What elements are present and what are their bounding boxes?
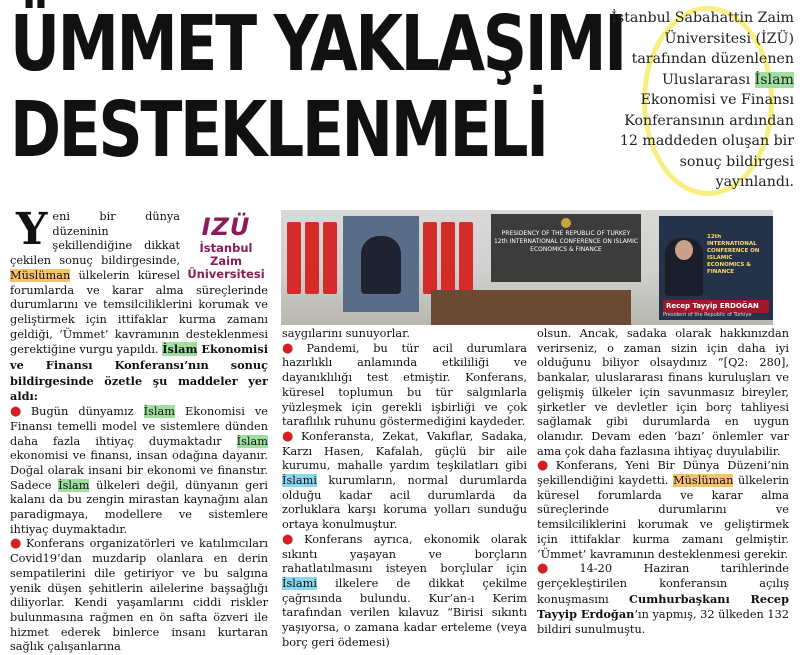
b6-text-b: ülkelerin küresel forumlarda ve karar alma süreçlerinde durumlarını ve temsilciliklerini korumak ve geliştirmek için ittifaklar kurma zamanı gelmiştir. ‘Ümmet’ kavramının desteklenmesi gerekir.	[537, 474, 789, 561]
university-logo	[184, 212, 268, 281]
b4-highlight: İslami	[282, 474, 317, 488]
banner-line-1: PRESIDENCY OF THE REPUBLIC OF TURKEY	[501, 230, 631, 237]
flag-icon	[441, 222, 455, 294]
bullet-icon: ●	[282, 428, 298, 444]
flag-icon	[287, 222, 301, 294]
photo-stage	[431, 290, 631, 325]
face-shape	[675, 240, 693, 260]
b1-highlight-2: İslam	[236, 434, 268, 448]
b3-text: Pandemi, bu tür acil durumlara hazırlıklı anlamında etkililiği ve dayanıklılığı test etmiştir. Konferans, küresel toplumun bu tür salgınlarla yüzleşmek için gerekli işbirliği ve çok taraflılık ruhunu göstermediğini kaydeder.	[282, 341, 528, 429]
b7-bold-name: Cumhurbaşkanı Recep Tayyip Erdoğan	[537, 591, 789, 622]
right-screen-subtitle: President of the Republic of Türkiye	[663, 312, 752, 318]
column-2	[282, 327, 527, 650]
intro-text-2: Ekonomisi ve Finansı Konferansının ardından 12 maddeden oluşan bir sonuç bildirgesi yayınlandı.	[619, 92, 794, 190]
flag-icon	[305, 222, 319, 294]
bullet-paragraph-2	[10, 537, 268, 655]
bullet-icon: ●	[537, 561, 577, 577]
lead-text-2: ülkelerin küresel forumlarda ve karar alma süreçlerinde durumlarını ve temsilciliklerini korumak ve geliştirmek için ittifaklar kurma zamanı geldiği, ‘Ümmet’ kavramının desteklenmesi gerektiğine vurgu yapıldı.	[10, 268, 268, 357]
b1-text-b: Ekonomisi ve Finansı temelli model ve sistemlere dünden daha fazla ihtiyaç duymaktadır	[10, 405, 268, 448]
b1-text-c: ekonomisi ve finansı, insan odağına dayanır. Doğal olarak insani bir ekonomi ve finanstır. Sadece	[10, 449, 268, 492]
bullet-paragraph-7	[537, 562, 789, 638]
person-silhouette	[361, 236, 401, 294]
photo-center-screen	[491, 214, 641, 282]
b7-text-a: 14-20 Haziran tarihlerinde gerçekleştirilen konferansın açılış konuşmasını	[537, 562, 789, 606]
bullet-paragraph-4	[282, 430, 527, 533]
logo-text-1: İstanbul Zaim	[199, 241, 253, 268]
b4-text-b: kurumların, normal durumlarda olduğu kadar acil durumlarda da zorluklara karşı koruma yolları sunduğu ortaya konulmuştur.	[282, 474, 527, 532]
bullet-paragraph-5	[282, 533, 527, 651]
col2-continuation: saygılarını sunuyorlar.	[282, 327, 410, 340]
headline-line-2: DESTEKLENMELİ	[10, 86, 547, 175]
conference-photo	[281, 210, 773, 325]
intro-paragraph	[606, 8, 794, 193]
izu-logo-mark: IZÜ	[201, 213, 251, 241]
column-1	[10, 204, 268, 655]
intro-text-1: İstanbul Sabahattin Zaim Üniversitesi (İZÜ) tarafından düzenlenen Uluslararası	[611, 10, 794, 88]
bullet-icon: ●	[282, 531, 302, 547]
headline	[10, 0, 625, 175]
b1-text-a: Bugün dünyamız	[30, 405, 144, 419]
drop-cap: Y	[16, 204, 48, 255]
lead-bold-text: Ekonomisi ve Finansı Konferansı’nın sonuç bildirgesinde özetle şu maddeler yer aldı:	[10, 342, 268, 404]
bullet-icon: ●	[537, 458, 553, 474]
right-screen-name: Recep Tayyip ERDOĞAN	[663, 300, 769, 313]
bullet-paragraph-6	[537, 459, 789, 562]
b7-text-b: ’ın yapmış, 32 ülkeden 132 bildiri sunulmuştu.	[537, 608, 789, 637]
photo-right-screen	[659, 216, 773, 320]
b5-text-b: ilkelere de dikkat çekilme çağrısında bulundu. Kur’an-ı Kerim tarafından verilen kılavuz “Birisi sıkıntı yaşıyorsa, o zamana kadar erteleme (veya borç geri ödemesi)	[282, 576, 527, 649]
lead-highlight: Müslüman	[10, 268, 71, 282]
b1-text-d: ülkeleri değil, dünyanın geri kalanı da bu zengin mirastan kaynağını alan paradigmaya, modellere ve sistemlere ihtiyaç duymaktadır.	[10, 478, 268, 536]
lead-bold-highlight: İslam	[162, 342, 198, 357]
logo-text-2: Üniversitesi	[187, 267, 265, 281]
b1-highlight-1: İslam	[143, 405, 175, 419]
b4-text-a: Konferansta, Zekat, Vakıflar, Sadaka, Karzı Hasen, Kafalah, güçlü bir aile kurumu, mahalle yardım teşkilatları gibi	[282, 429, 528, 473]
bullet-icon: ●	[10, 536, 24, 552]
emblem-icon	[561, 218, 571, 228]
b1-highlight-3: İslam	[58, 478, 90, 492]
flag-icon	[459, 222, 473, 294]
lead-text-1: eni bir dünya düzeninin şekillendiğine dikkat çekilen sonuç bildirgesinde,	[10, 210, 180, 268]
intro-highlight: İslam	[754, 71, 794, 88]
bullet-paragraph-1	[10, 405, 268, 537]
bullet-icon: ●	[282, 340, 304, 356]
right-screen-title: 12th INTERNATIONAL CONFERENCE ON ISLAMIC ECONOMICS & FINANCE	[707, 234, 760, 275]
bullet-icon: ●	[10, 404, 28, 420]
headline-line-1: ÜMMET YAKLAŞIMI	[10, 0, 625, 89]
banner-line-2: 12th INTERNATIONAL CONFERENCE ON ISLAMIC ECONOMICS & FINANCE	[493, 238, 639, 253]
b5-text-a: Konferans ayrıca, ekonomik olarak sıkıntı yaşayan ve borçların rahatlatılmasını isteyen borçlular için	[282, 532, 527, 576]
b6-text-a: Konferans, Yeni Bir Dünya Düzeni’nin şekillendiğini kaydetti.	[537, 459, 789, 488]
b2-text: Konferans organizatörleri ve katılımcıları Covid19’dan muzdarip olanlara en derin sempatilerini dile getiriyor ve bu salgına yenik düşen şehitlerin ailelerine başsağlığı diliyorlar. Kendi yaşamlarını ciddi riskler bulunmasına rağmen en ön safta özveri ile hizmet ederek binlerce insanı kurtaran sağlık çalışanlarına	[10, 537, 268, 654]
col3-continuation: olsun. Ancak, sadaka olarak hakkınızdan verirseniz, o zaman sizin için daha iyi olduğunu biliyor olsaydınız ”[Q2: 280], bankalar, uluslararası finans kuruluşları ve gelişmiş ülkeler için savunmasız bireyler, şirketler ve devletler için borç tahliyesi sağlamak gibi durumlarda en uygun olanıdır. Devam eden ‘bazı’ önlemler var ama çok daha fazlasına ihtiyaç duyulabilir.	[537, 327, 789, 458]
b5-highlight: İslami	[282, 576, 317, 590]
b6-highlight: Müslüman	[673, 474, 734, 488]
flag-icon	[423, 222, 437, 294]
bullet-paragraph-3	[282, 342, 527, 430]
column-3	[537, 327, 789, 638]
flag-icon	[323, 222, 337, 294]
